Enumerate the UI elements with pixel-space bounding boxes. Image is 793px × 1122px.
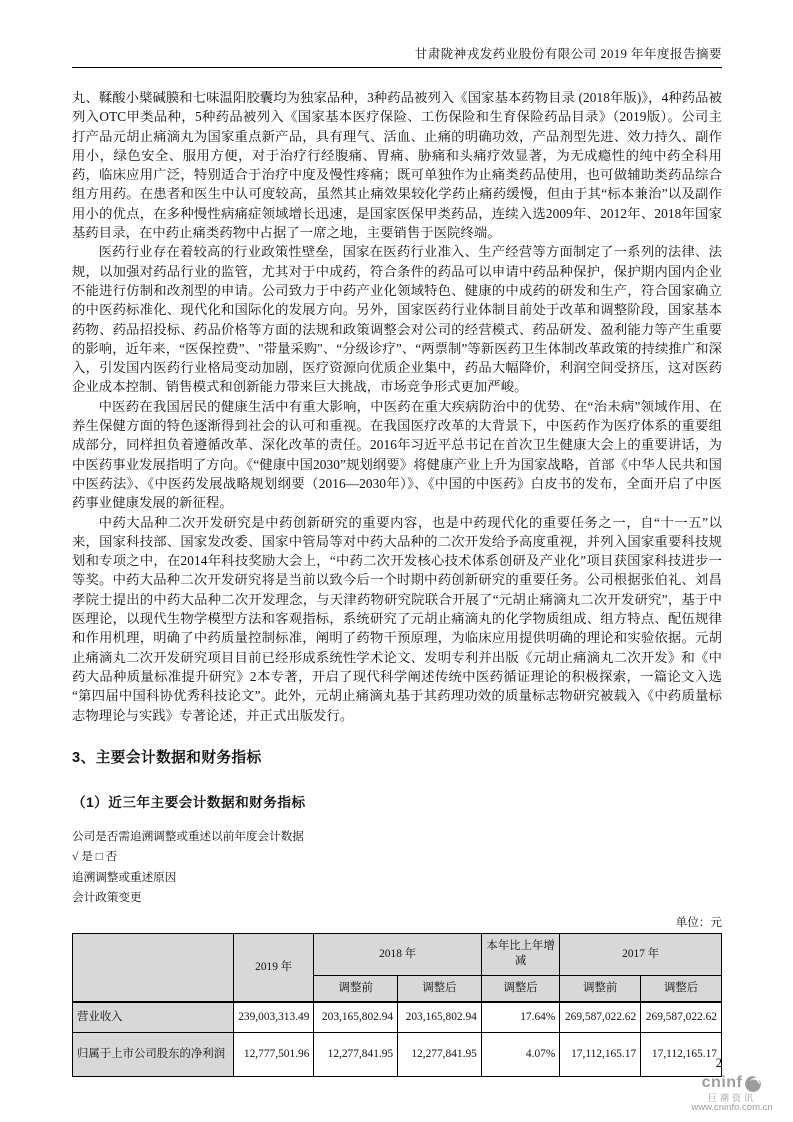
cell-value: 12,777,501.96 xyxy=(233,1032,313,1076)
cninfo-swirl-icon xyxy=(744,1075,762,1093)
cell-value: 17,112,165.17 xyxy=(560,1032,641,1076)
cell-value: 12,277,841.95 xyxy=(314,1032,398,1076)
col-header-2018: 2018 年 xyxy=(314,933,481,975)
body-paragraph: 中医药在我国居民的健康生活中有重大影响，中医药在重大疾病防治中的优势、在“治未病”领域作用、在养生保健方面的特色逐渐得到社会的认可和重视。在我国医疗改革的大背景下，中医药作为医疗体系的重要组成部分，同样担负着遵循改革、深化改革的责任。2016年习近平总书记在首次卫生健康大会上的重要讲话，为中医药事业发展指明了方向。《“健康中国2030”规划纲要》将健康产业上升为国家战略，首部《中华人民共和国中医药法》、《中医药发展战略规划纲要（2016—2030年）》、《中国的中医药》白皮书的发布，全面开启了中医药事业健康发展的新征程。 xyxy=(72,398,722,511)
cell-value: 4.07% xyxy=(481,1032,560,1076)
cell-value: 269,587,022.62 xyxy=(560,1002,641,1032)
body-paragraph: 医药行业存在着较高的行业政策性壁垒，国家在医药行业准入、生产经营等方面制定了一系列的法律、法规，以加强对药品行业的监管，尤其对于中成药，符合条件的药品可以申请中药品种保护，保护期内国内企业不能进行仿制和改剂型的申请。公司致力于中药产业化领域特色、健康的中成药的研发和生产，符合国家确立的中医药标准化、现代化和国际化的发展方向。另外，国家医药行业体制目前处于改革和调整阶段，国家基本药物、药品招投标、药品价格等方面的法规和政策调整会对公司的经营模式、药品研发、盈利能力等产生重要的影响，近年来，“医保控费”、"带量采购"、“分级诊疗”、“两票制”等新医药卫生体制改革政策的持续推广和深入，引发国内医药行业格局变动加剧，医疗资源向优质企业集中，药品大幅降价，利润空间受挤压，这对医药企业成本控制、销售模式和创新能力带来巨大挑战，市场竞争形式更加严峻。 xyxy=(72,244,722,395)
restate-reason-label: 追溯调整或重述原因 xyxy=(72,870,177,884)
row-label: 归属于上市公司股东的净利润 xyxy=(73,1032,234,1076)
restate-question: 公司是否需追溯调整或重述以前年度会计数据 xyxy=(72,829,304,843)
page-title: 甘肃陇神戎发药业股份有限公司 2019 年年度报告摘要 xyxy=(414,47,722,61)
cninfo-url: www.cninfo.com.cn xyxy=(691,1102,773,1114)
restatement-notes xyxy=(72,827,722,909)
unit-label: 单位：元 xyxy=(675,915,722,929)
cninfo-logo xyxy=(677,1074,787,1114)
cell-value: 203,165,802.94 xyxy=(398,1002,482,1032)
table-row xyxy=(73,1002,722,1032)
table-corner-cell xyxy=(73,933,234,1002)
restate-answer: √ 是 □ 否 xyxy=(72,850,118,864)
page-number: 2 xyxy=(715,1056,722,1070)
table-row xyxy=(73,1032,722,1076)
col-header-2017: 2017 年 xyxy=(560,933,722,975)
subheader-2018-post: 调整后 xyxy=(398,975,482,1002)
cell-value: 203,165,802.94 xyxy=(314,1002,398,1032)
page-header xyxy=(72,44,722,68)
subheader-2017-post: 调整后 xyxy=(641,975,722,1002)
cell-value: 17,112,165.17 xyxy=(641,1032,722,1076)
cell-value: 17.64% xyxy=(481,1002,560,1032)
row-label: 营业收入 xyxy=(73,1002,234,1032)
body-paragraph: 丸、鞣酸小檗碱膜和七味温阳胶囊均为独家品种，3种药品被列入《国家基本药物目录 (2018年版)》，4种药品被列入OTC甲类品种，5种药品被列入《国家基本医疗保险、工伤保险和生育保险药品目录》（2019版）。公司主打产品元胡止痛滴丸为国家重点新产品，具有理气、活血、止痛的明确功效，产品剂型先进、效力持久、副作用小，绿色安全、服用方便，对于治疗行经腹痛、胃痛、胁痛和头痛疗效显著，为无成瘾性的纯中药全科用药，临床应用广泛，特别适合于治疗中度及慢性疼痛；既可单独作为止痛类药品使用，也可做辅助类药品综合组方用药。在患者和医生中认可度较高，虽然其止痛效果较化学药止痛药缓慢，但由于其“标本兼治”以及副作用小的优点，在多种慢性病痛症领域增长迅速，是国家医保甲类药品，连续入选2009年、2012年、2018年国家基药目录，在中药止痛类药物中占据了一席之地，主要销售于医院终端。 xyxy=(72,90,722,241)
subsection-heading: （1）近三年主要会计数据和财务指标 xyxy=(72,794,306,810)
body-paragraph: 中药大品种二次开发研究是中药创新研究的重要内容，也是中药现代化的重要任务之一，自“十一五”以来，国家科技部、国家发改委、国家中管局等对中药大品种的二次开发给予高度重视，并列入国家重要科技规划和专项之中，在2014年科技奖励大会上，“中药二次开发核心技术体系创研及产业化”项目获国家科技进步一等奖。中药大品种二次开发研究将是当前以致今后一个时期中药创新研究的重要任务。公司根据张伯礼、刘昌孝院士提出的中药大品种二次开发理念，与天津药物研究院联合开展了“元胡止痛滴丸二次开发研究”，基于中医理论，以现代生物学模型方法和客观指标，系统研究了元胡止痛滴丸的化学物质组成、组方特点、配伍规律和作用机理，明确了中药质量控制标准，阐明了药物干预原理，为临床应用提供明确的理论和实验依据。元胡止痛滴丸二次开发研究项目目前已经形成系统性学术论文、发明专利并出版《元胡止痛滴丸二次开发》和《中药大品种质量标准提升研究》2本专著，开启了现代科学阐述传统中医药循证理论的积极探索，一篇论文入选“第四届中国科协优秀科技论文”。此外，元胡止痛滴丸基于其药理功效的质量标志物研究被载入《中药质量标志物理论与实践》专著论述，并正式出版发行。 xyxy=(72,514,722,723)
cell-value: 12,277,841.95 xyxy=(398,1032,482,1076)
body-text xyxy=(72,88,722,725)
subheader-2017-pre: 调整前 xyxy=(560,975,641,1002)
cninfo-brand: cninf xyxy=(701,1074,743,1092)
section-heading: 3、主要会计数据和财务指标 xyxy=(72,749,262,766)
cell-value: 239,003,313.49 xyxy=(233,1002,313,1032)
subheader-yoy-post: 调整后 xyxy=(481,975,560,1002)
col-header-yoy: 本年比上年增减 xyxy=(481,933,560,975)
subheader-2018-pre: 调整前 xyxy=(314,975,398,1002)
restate-reason-value: 会计政策变更 xyxy=(72,891,142,905)
cell-value: 269,587,022.62 xyxy=(641,1002,722,1032)
financial-table xyxy=(72,933,722,1077)
cninfo-cn-name: 巨潮资讯 xyxy=(707,1092,756,1103)
col-header-2019: 2019 年 xyxy=(233,933,313,1002)
